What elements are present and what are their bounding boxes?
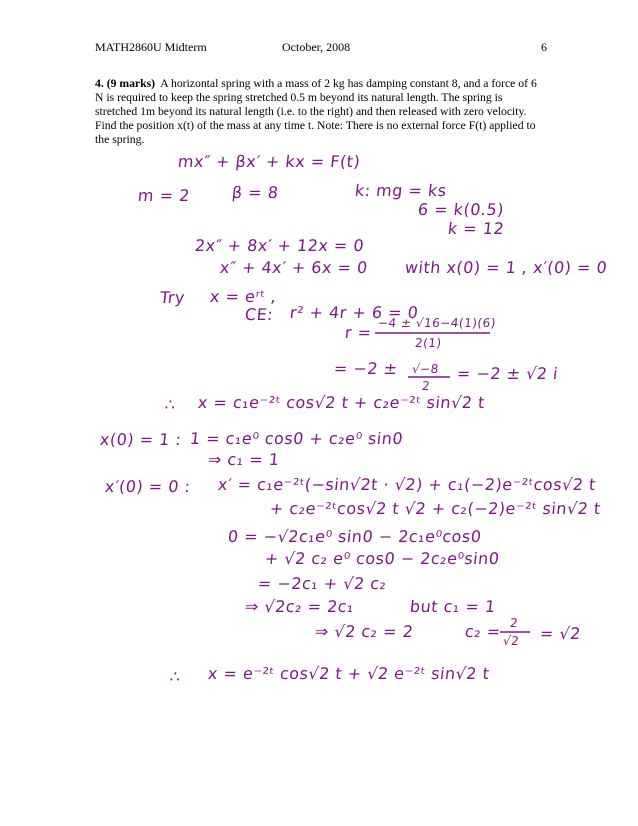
mass-value: m = 2 <box>137 186 191 205</box>
c2-result: = √2 <box>539 624 582 643</box>
spring-constant-eq: 6 = k(0.5) <box>417 200 505 219</box>
ic1-label: x(0) = 1 : <box>99 430 183 449</box>
ic2-label: x′(0) = 0 : <box>104 477 192 496</box>
characteristic-equation: r² + 4r + 6 = 0 <box>289 303 420 322</box>
ic1-substitution: 1 = c₁e⁰ cos0 + c₂e⁰ sin0 <box>189 429 405 448</box>
spring-constant-setup: k: mg = ks <box>354 181 448 200</box>
c1-result: ⇒ c₁ = 1 <box>207 450 281 469</box>
c2-numerator: 2 <box>509 616 519 630</box>
ce-label: CE: <box>244 305 275 324</box>
page-number: 6 <box>541 40 547 54</box>
ic2-sub-line1: 0 = −√2c₁e⁰ sin0 − 2c₁e⁰cos0 <box>227 527 483 546</box>
final-solution: x = e⁻²ᵗ cos√2 t + √2 e⁻²ᵗ sin√2 t <box>207 664 491 683</box>
problem-text: A horizontal spring with a mass of 2 kg has damping constant 8, and a force of 6 N is required to keep the spring stretched 0.5 m beyond its natural length. The spring is stretched 1m beyond its natural length (i.e. to the right) and then released with zero velocity. Find the position x(t) of the mass at any time t. Note: There is no external force F(t) applied to the spring. <box>95 77 537 146</box>
root-r-equals: r = <box>344 323 373 342</box>
ode-normalized: x″ + 4x′ + 6x = 0 <box>219 258 369 277</box>
c2-equation: ⇒ √2 c₂ = 2 <box>314 622 415 641</box>
problem-label: 4. (9 marks) <box>95 77 156 90</box>
spring-constant-result: k = 12 <box>447 219 506 238</box>
therefore-symbol-final: ∴ <box>169 667 182 686</box>
course-title: MATH2860U Midterm <box>95 40 207 54</box>
roots-step: = −2 ± <box>333 359 399 378</box>
c2-label: c₂ = <box>464 622 502 641</box>
c2-relation: ⇒ √2c₂ = 2c₁ <box>244 597 356 616</box>
quadratic-denominator: 2(1) <box>414 336 443 350</box>
therefore-symbol: ∴ <box>164 395 177 414</box>
quadratic-numerator: −4 ± √16−4(1)(6) <box>377 316 497 330</box>
try-label: Try <box>159 288 186 307</box>
ode: 2x″ + 8x′ + 12x = 0 <box>194 236 366 255</box>
root-numerator: √−8 <box>411 362 440 376</box>
trial-solution: x = eʳᵗ , <box>209 287 278 306</box>
general-equation: mx″ + βx′ + kx = F(t) <box>177 152 362 171</box>
complex-roots: = −2 ± √2 i <box>456 364 560 383</box>
root-denominator: 2 <box>421 379 431 393</box>
derivative-line2: + c₂e⁻²ᵗcos√2 t √2 + c₂(−2)e⁻²ᵗ sin√2 t <box>269 499 602 518</box>
derivative-line1: x′ = c₁e⁻²ᵗ(−sin√2t · √2) + c₁(−2)e⁻²ᵗcos√2 t <box>217 475 597 494</box>
general-solution: x = c₁e⁻²ᵗ cos√2 t + c₂e⁻²ᵗ sin√2 t <box>197 393 486 412</box>
damping-value: β = 8 <box>231 183 280 202</box>
exam-date: October, 2008 <box>282 40 351 54</box>
c2-denominator: √2 <box>502 634 521 648</box>
ic2-simplified: = −2c₁ + √2 c₂ <box>257 574 388 593</box>
ic2-sub-line2: + √2 c₂ e⁰ cos0 − 2c₂e⁰sin0 <box>264 549 501 568</box>
initial-conditions: with x(0) = 1 , x′(0) = 0 <box>404 258 609 277</box>
c1-known: but c₁ = 1 <box>409 597 497 616</box>
